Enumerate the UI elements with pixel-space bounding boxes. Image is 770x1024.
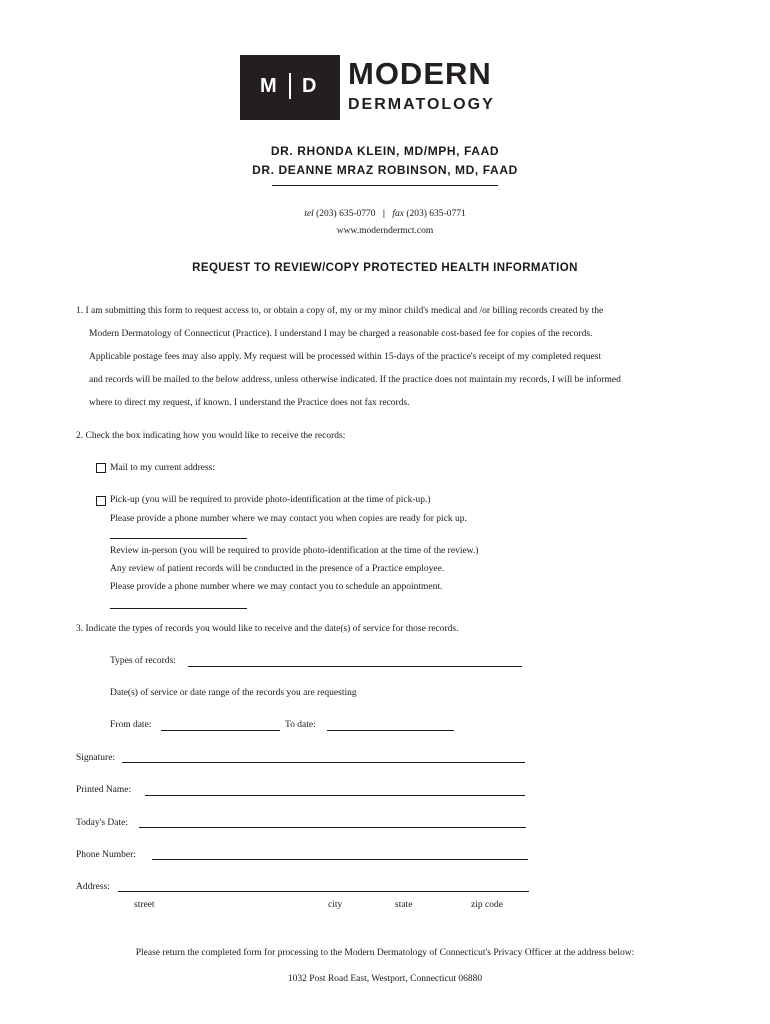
pickup-checkbox[interactable] [96,496,106,506]
section1-line-4: and records will be mailed to the below address, unless otherwise indicated. If the practice does not maintain my records, I will be informed [89,375,621,385]
mail-checkbox[interactable] [96,463,106,473]
address-zip-caption: zip code [471,900,503,910]
review-phone-field[interactable] [110,608,247,609]
footer-instruction: Please return the completed form for processing to the Modern Dermatology of Connecticut's Privacy Officer at the address below: [135,948,635,958]
form-title: REQUEST TO REVIEW/COPY PROTECTED HEALTH INFORMATION [192,262,578,274]
section2-heading: 2. Check the box indicating how you would like to receive the records: [76,431,346,441]
logo-name-dermatology: DERMATOLOGY [348,96,495,113]
fax-label: fax [392,209,404,219]
review-note: Any review of patient records will be conducted in the presence of a Practice employee. [110,564,445,574]
website: www.moderndermct.com [336,226,434,236]
from-date-label: From date: [110,720,152,730]
review-phone-prompt: Please provide a phone number where we may contact you to schedule an appointment. [110,582,443,592]
types-field[interactable] [188,666,522,667]
todays-date-label: Today's Date: [76,818,128,828]
phone-number-label: Phone Number: [76,850,136,860]
mail-option-label: Mail to my current address: [110,463,216,473]
logo-letter-d: D [302,75,317,97]
tel-label: tel [304,209,314,219]
to-date-label: To date: [285,720,316,730]
address-field[interactable] [118,891,529,892]
pickup-option-label: Pick-up (you will be required to provide photo-identification at the time of pick-up.) [110,495,431,505]
header-divider [272,185,498,186]
todays-date-field[interactable] [139,827,526,828]
section1-line-5: where to direct my request, if known. I understand the Practice does not fax records. [89,398,410,408]
phone-number-field[interactable] [152,859,528,860]
pickup-phone-prompt: Please provide a phone number where we may contact you when copies are ready for pick up. [110,514,467,524]
doctor-name-1: DR. RHONDA KLEIN, MD/MPH, FAAD [270,144,500,158]
dates-label: Date(s) of service or date range of the records you are requesting [110,688,357,698]
address-label: Address: [76,882,110,892]
tel-number: (203) 635-0770 [316,209,376,219]
review-option-label: Review in-person (you will be required to provide photo-identification at the time of the review.) [110,546,479,556]
from-date-field[interactable] [161,730,280,731]
address-state-caption: state [395,900,413,910]
section1-line-3: Applicable postage fees may also apply. My request will be processed within 15-days of the practice's receipt of my completed request [89,352,602,362]
address-street-caption: street [134,900,155,910]
types-label: Types of records: [110,656,176,666]
footer-address: 1032 Post Road East, Westport, Connecticut 06880 [287,974,483,984]
printed-name-label: Printed Name: [76,785,132,795]
logo-name-modern: MODERN [348,56,492,91]
logo-letter-m: M [260,75,277,97]
pickup-phone-field[interactable] [110,538,247,539]
section3-heading: 3. Indicate the types of records you would like to receive and the date(s) of service for those records. [76,624,459,634]
section1-line-1: 1. I am submitting this form to request access to, or obtain a copy of, my or my minor child's medical and /or billing records created by the [76,306,604,316]
address-city-caption: city [328,900,343,910]
logo-divider [289,73,291,99]
contact-phone-line [0,209,770,219]
doctor-name-2: DR. DEANNE MRAZ ROBINSON, MD, FAAD [252,163,518,177]
to-date-field[interactable] [327,730,454,731]
signature-field[interactable] [122,762,525,763]
signature-label: Signature: [76,753,116,763]
logo-mark [240,55,340,120]
section1-line-2: Modern Dermatology of Connecticut (Practice). I understand I may be charged a reasonable cost-based fee for copies of the records. [89,329,593,339]
contact-separator: | [382,209,385,219]
printed-name-field[interactable] [145,795,525,796]
fax-number: (203) 635-0771 [406,209,466,219]
